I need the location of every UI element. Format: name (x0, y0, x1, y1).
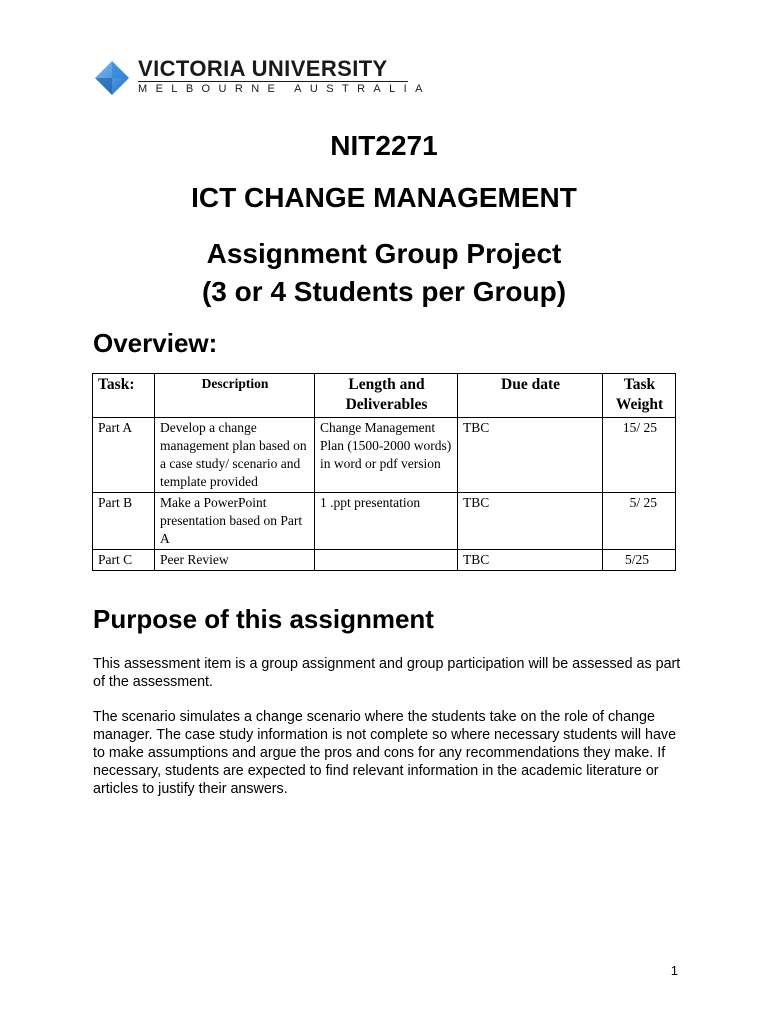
purpose-heading: Purpose of this assignment (93, 604, 434, 634)
table-row (93, 418, 676, 493)
cell-weight: 5/ 25 (603, 493, 676, 550)
cell-weight: 5/25 (603, 550, 676, 571)
table-row (93, 550, 676, 571)
course-title: ICT CHANGE MANAGEMENT (191, 182, 577, 213)
column-header-task: Task: (93, 374, 155, 418)
cell-task: Part A (93, 418, 155, 493)
column-header-length: Length and Deliverables (315, 374, 458, 418)
cell-length: Change Management Plan (1500-2000 words) in word or pdf version (315, 418, 458, 493)
cell-length (315, 550, 458, 571)
cell-description: Develop a change management plan based on a case study/ scenario and template provided (155, 418, 315, 493)
university-logo (94, 56, 431, 97)
overview-heading: Overview: (93, 328, 218, 358)
group-size: (3 or 4 Students per Group) (201, 276, 567, 307)
cell-weight: 15/ 25 (603, 418, 676, 493)
logo-subtitle: MELBOURNE AUSTRALIA (138, 83, 431, 95)
cell-task: Part B (93, 493, 155, 550)
table-row (93, 493, 676, 550)
cell-length: 1 .ppt presentation (315, 493, 458, 550)
course-code: NIT2271 (330, 130, 438, 161)
logo-university-name: VICTORIA UNIVERSITY (138, 56, 388, 81)
cell-description: Peer Review (155, 550, 315, 571)
purpose-paragraph-1: This assessment item is a group assignment and group participation will be assessed as part of the assessment. (93, 656, 681, 690)
cell-due: TBC (458, 550, 603, 571)
table-header-row (93, 374, 676, 418)
cell-task: Part C (93, 550, 155, 571)
cell-due: TBC (458, 418, 603, 493)
cell-description: Make a PowerPoint presentation based on Part A (155, 493, 315, 550)
diamond-logo-icon (94, 60, 130, 96)
cell-due: TBC (458, 493, 603, 550)
purpose-paragraph-2: The scenario simulates a change scenario where the students take on the role of change manager. The case study information is not complete so where necessary students will have to make assumptions and argue the pros and cons for any recommendations they make. If necessary, students are expected to find relevant information in the academic literature or articles to justify their answers. (93, 709, 677, 797)
column-header-description: Description (155, 374, 315, 418)
task-table (92, 373, 676, 571)
assignment-title: Assignment Group Project (206, 238, 562, 269)
page-number: 1 (670, 963, 678, 978)
column-header-weight: Task Weight (603, 374, 676, 418)
column-header-due-date: Due date (458, 374, 603, 418)
